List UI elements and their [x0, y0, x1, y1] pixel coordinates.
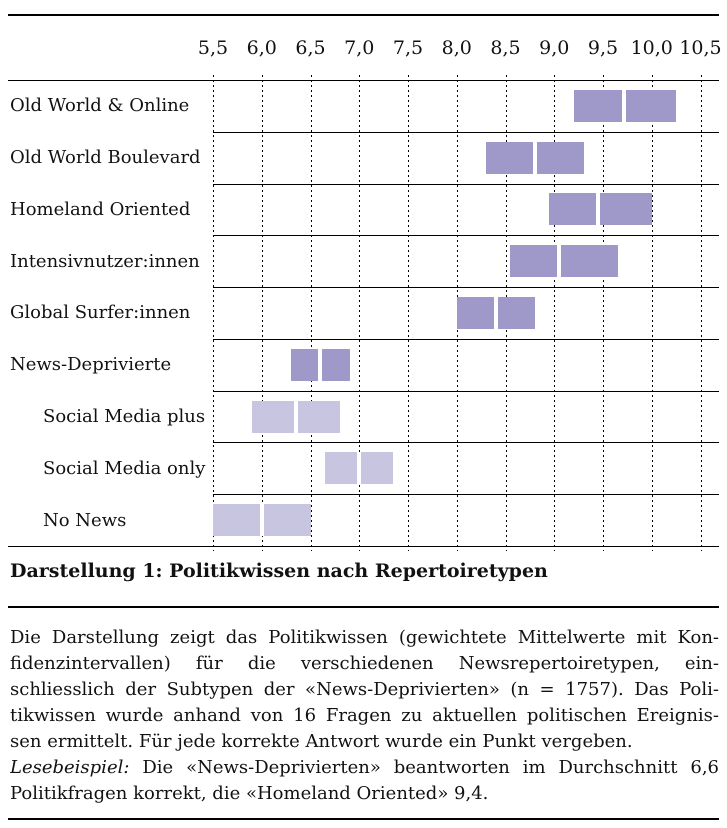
row-separator: [213, 442, 719, 443]
top-divider: [8, 14, 719, 16]
paragraph-line: Die Darstellung zeigt das Politikwissen (gewichtete Mittelwerte mit Kon-: [10, 627, 719, 648]
row-separator: [213, 494, 719, 495]
x-axis-tick-label: 9,0: [539, 37, 570, 59]
x-axis-tick-label: 9,5: [587, 37, 619, 59]
paragraph-line: schliesslich der Subtypen der «News-Deprivierten» (n = 1757). Das Poli-: [10, 679, 719, 700]
x-axis-tick-label: 8,5: [490, 37, 521, 59]
mean-marker: [622, 90, 626, 122]
row-separator: [213, 132, 719, 133]
row-label: Homeland Oriented: [10, 198, 191, 220]
confidence-interval-bar: [291, 349, 350, 381]
row-separator: [213, 184, 719, 185]
paragraph-line: Lesebeispiel: Die «News-Deprivierten» beantworten im Durchschnitt 6,6: [10, 757, 719, 778]
paragraph-line: Politikfragen korrekt, die «Homeland Oriented» 9,4.: [10, 783, 489, 804]
bottom-divider: [8, 818, 719, 820]
row-label: Old World & Online: [10, 95, 190, 117]
gridline: [311, 75, 312, 551]
confidence-interval-bar: [213, 504, 311, 536]
x-axis-tick-label: 5,5: [197, 37, 229, 59]
paragraph-line: fidenzintervallen) für die verschiedenen Newsrepertoiretypen, ein-: [10, 653, 719, 674]
row-separator: [213, 391, 719, 392]
figure-caption: Darstellung 1: Politikwissen nach Repertoiretypen: [10, 560, 548, 582]
mean-marker: [494, 297, 498, 329]
mean-marker: [294, 401, 298, 433]
row-label: Social Media only: [43, 457, 206, 479]
mean-marker: [596, 193, 600, 225]
gridline: [262, 75, 263, 551]
x-axis-tick-label: 8,0: [441, 37, 472, 59]
x-axis-tick-label: 6,0: [246, 37, 277, 59]
row-label: Global Surfer:innen: [10, 302, 191, 324]
gridline: [701, 75, 702, 551]
lesebeispiel-label: Lesebeispiel:: [10, 757, 130, 778]
x-axis-tick-label: 10,0: [630, 37, 673, 59]
confidence-interval-bar: [457, 297, 535, 329]
row-separator: [213, 235, 719, 236]
mean-marker: [260, 504, 264, 536]
x-axis-tick-label: 6,5: [295, 37, 326, 59]
row-label: News-Deprivierte: [10, 354, 172, 376]
x-axis-tick-label: 7,0: [344, 37, 375, 59]
confidence-interval-bar: [325, 452, 393, 484]
row-separator: [213, 339, 719, 340]
paragraph-line: sen ermittelt. Für jede korrekte Antwort wurde ein Punkt vergeben.: [10, 731, 633, 752]
confidence-interval-bar: [574, 90, 676, 122]
gridline: [408, 75, 409, 551]
row-separator: [213, 287, 719, 288]
row-label: Intensivnutzer:innen: [10, 250, 200, 272]
confidence-interval-bar: [486, 142, 584, 174]
paragraph-line: tikwissen wurde anhand von 16 Fragen zu aktuellen politischen Ereignis-: [10, 705, 719, 726]
chart-bottom-line: [8, 546, 719, 547]
confidence-interval-bar: [510, 245, 617, 277]
confidence-interval-bar: [549, 193, 651, 225]
row-label: Social Media plus: [43, 406, 206, 428]
mean-marker: [318, 349, 322, 381]
mean-marker: [533, 142, 537, 174]
gridline: [213, 75, 214, 551]
caption-divider: [8, 606, 719, 608]
row-label: Old World Boulevard: [10, 147, 201, 169]
figure-description: [10, 625, 719, 807]
row-label: No News: [43, 509, 127, 531]
x-axis-tick-label: 7,5: [392, 37, 424, 59]
x-axis-tick-label: 10,5: [679, 37, 722, 59]
mean-marker: [557, 245, 561, 277]
confidence-interval-bar: [252, 401, 340, 433]
gridline: [652, 75, 653, 551]
gridline: [603, 75, 604, 551]
mean-marker: [357, 452, 361, 484]
